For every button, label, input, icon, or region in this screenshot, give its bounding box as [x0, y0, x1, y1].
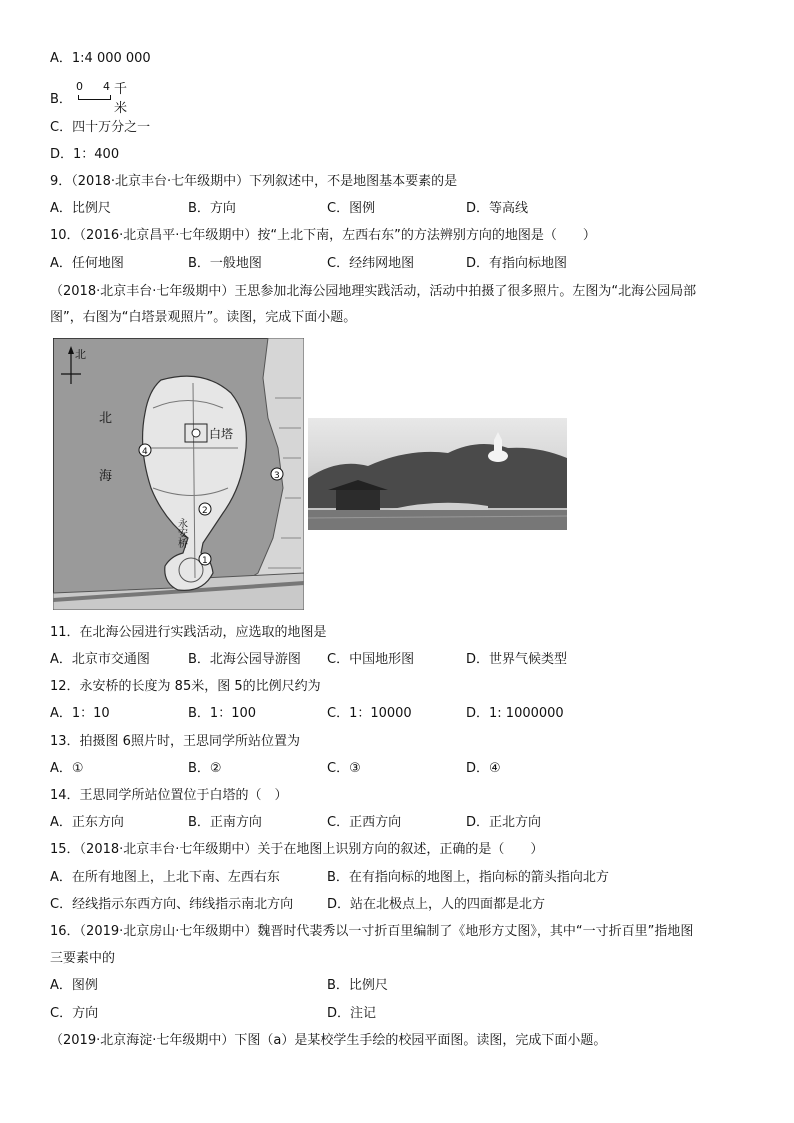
q10-option-b: B．一般地图: [188, 256, 262, 271]
scale-zero-label: 0: [76, 80, 83, 93]
q9-option-c: C．图例: [327, 201, 376, 216]
intro1-line2: 图”，右图为“白塔景观照片”。读图，完成下面小题。: [50, 310, 357, 325]
q12-option-a: A．1：10: [50, 706, 110, 721]
q10-option-c: C．经纬网地图: [327, 256, 415, 271]
q16-stem-line2: 三要素中的: [50, 951, 116, 966]
q14-option-b: B．正南方向: [188, 815, 262, 830]
q13-stem: 13．拍摄图 6照片时，王思同学所站位置为: [50, 734, 300, 749]
q11-stem: 11．在北海公园进行实践活动，应选取的地图是: [50, 625, 327, 640]
q14-option-a: A．正东方向: [50, 815, 124, 830]
q11-option-b: B．北海公园导游图: [188, 652, 301, 667]
q10-stem: 10．（2016·北京昌平·七年级期中）按“上北下南，左西右东”的方法辨别方向的地图是（ ）: [50, 228, 596, 243]
q9-option-d: D．等高线: [466, 201, 529, 216]
svg-text:2: 2: [202, 506, 208, 516]
intro1-line1: （2018·北京丰台·七年级期中）王思参加北海公园地理实践活动，活动中拍摄了很多照片。左图为“北海公园局部: [50, 284, 697, 299]
q12-option-d: D．1: 1000000: [466, 706, 564, 721]
q12-option-c: C．1：10000: [327, 706, 412, 721]
svg-text:4: 4: [142, 447, 148, 457]
north-label: 北: [75, 348, 86, 361]
q15-option-a: A．在所有地图上，上北下南、左西右东: [50, 870, 280, 885]
q10-option-a: A．任何地图: [50, 256, 124, 271]
lake-label-bei: 北: [99, 411, 113, 426]
q13-option-c: C．③: [327, 761, 361, 776]
bridge-label: 永安桥: [175, 518, 187, 548]
scale-four-label: 4: [103, 80, 110, 93]
q9-option-b: B．方向: [188, 201, 236, 216]
q8-option-d: D．1：400: [50, 147, 120, 162]
q16-option-c: C．方向: [50, 1006, 99, 1021]
q13-option-a: A．①: [50, 761, 84, 776]
q14-stem: 14．王思同学所站位置位于白塔的（ ）: [50, 788, 288, 803]
q11-option-c: C．中国地形图: [327, 652, 415, 667]
q15-option-b: B．在有指向标的地图上，指向标的箭头指向北方: [327, 870, 609, 885]
q16-option-a: A．图例: [50, 978, 98, 993]
q9-stem: 9．（2018·北京丰台·七年级期中）下列叙述中，不是地图基本要素的是: [50, 174, 458, 189]
scale-unit-label: 千米: [114, 82, 128, 116]
svg-text:3: 3: [274, 471, 280, 481]
white-pagoda-photo: [308, 418, 567, 530]
q14-option-c: C．正西方向: [327, 815, 402, 830]
q12-option-b: B．1：100: [188, 706, 257, 721]
q8-option-b-prefix: B．: [50, 92, 72, 107]
q14-option-d: D．正北方向: [466, 815, 542, 830]
q15-option-c: C．经线指示东西方向、纬线指示南北方向: [50, 897, 294, 912]
q15-option-d: D．站在北极点上，人的四面都是北方: [327, 897, 546, 912]
q16-option-b: B．比例尺: [327, 978, 388, 993]
beihai-park-map: [53, 338, 304, 610]
q13-option-b: B．②: [188, 761, 222, 776]
q16-stem-line1: 16．（2019·北京房山·七年级期中）魏晋时代裴秀以一寸折百里编制了《地形方丈图》，其中“一寸折百里”指地图: [50, 924, 694, 939]
q11-option-a: A．北京市交通图: [50, 652, 150, 667]
scale-bar: [78, 95, 111, 100]
q11-option-d: D．世界气候类型: [466, 652, 568, 667]
intro2: （2019·北京海淀·七年级期中）下图（a）是某校学生手绘的校园平面图。读图，完成下面小题。: [50, 1033, 607, 1048]
q8-option-a: A．1:4 000 000: [50, 51, 151, 66]
svg-text:1: 1: [202, 556, 208, 566]
q16-option-d: D．注记: [327, 1006, 377, 1021]
q15-stem: 15．（2018·北京丰台·七年级期中）关于在地图上识别方向的叙述，正确的是（ ）: [50, 842, 544, 857]
tower-label: 白塔: [209, 427, 234, 441]
q9-option-a: A．比例尺: [50, 201, 111, 216]
q10-option-d: D．有指向标地图: [466, 256, 568, 271]
q8-option-c: C．四十万分之一: [50, 120, 151, 135]
q13-option-d: D．④: [466, 761, 501, 776]
q12-stem: 12．永安桥的长度为 85米，图 5的比例尺约为: [50, 679, 321, 694]
lake-label-hai: 海: [99, 469, 113, 484]
